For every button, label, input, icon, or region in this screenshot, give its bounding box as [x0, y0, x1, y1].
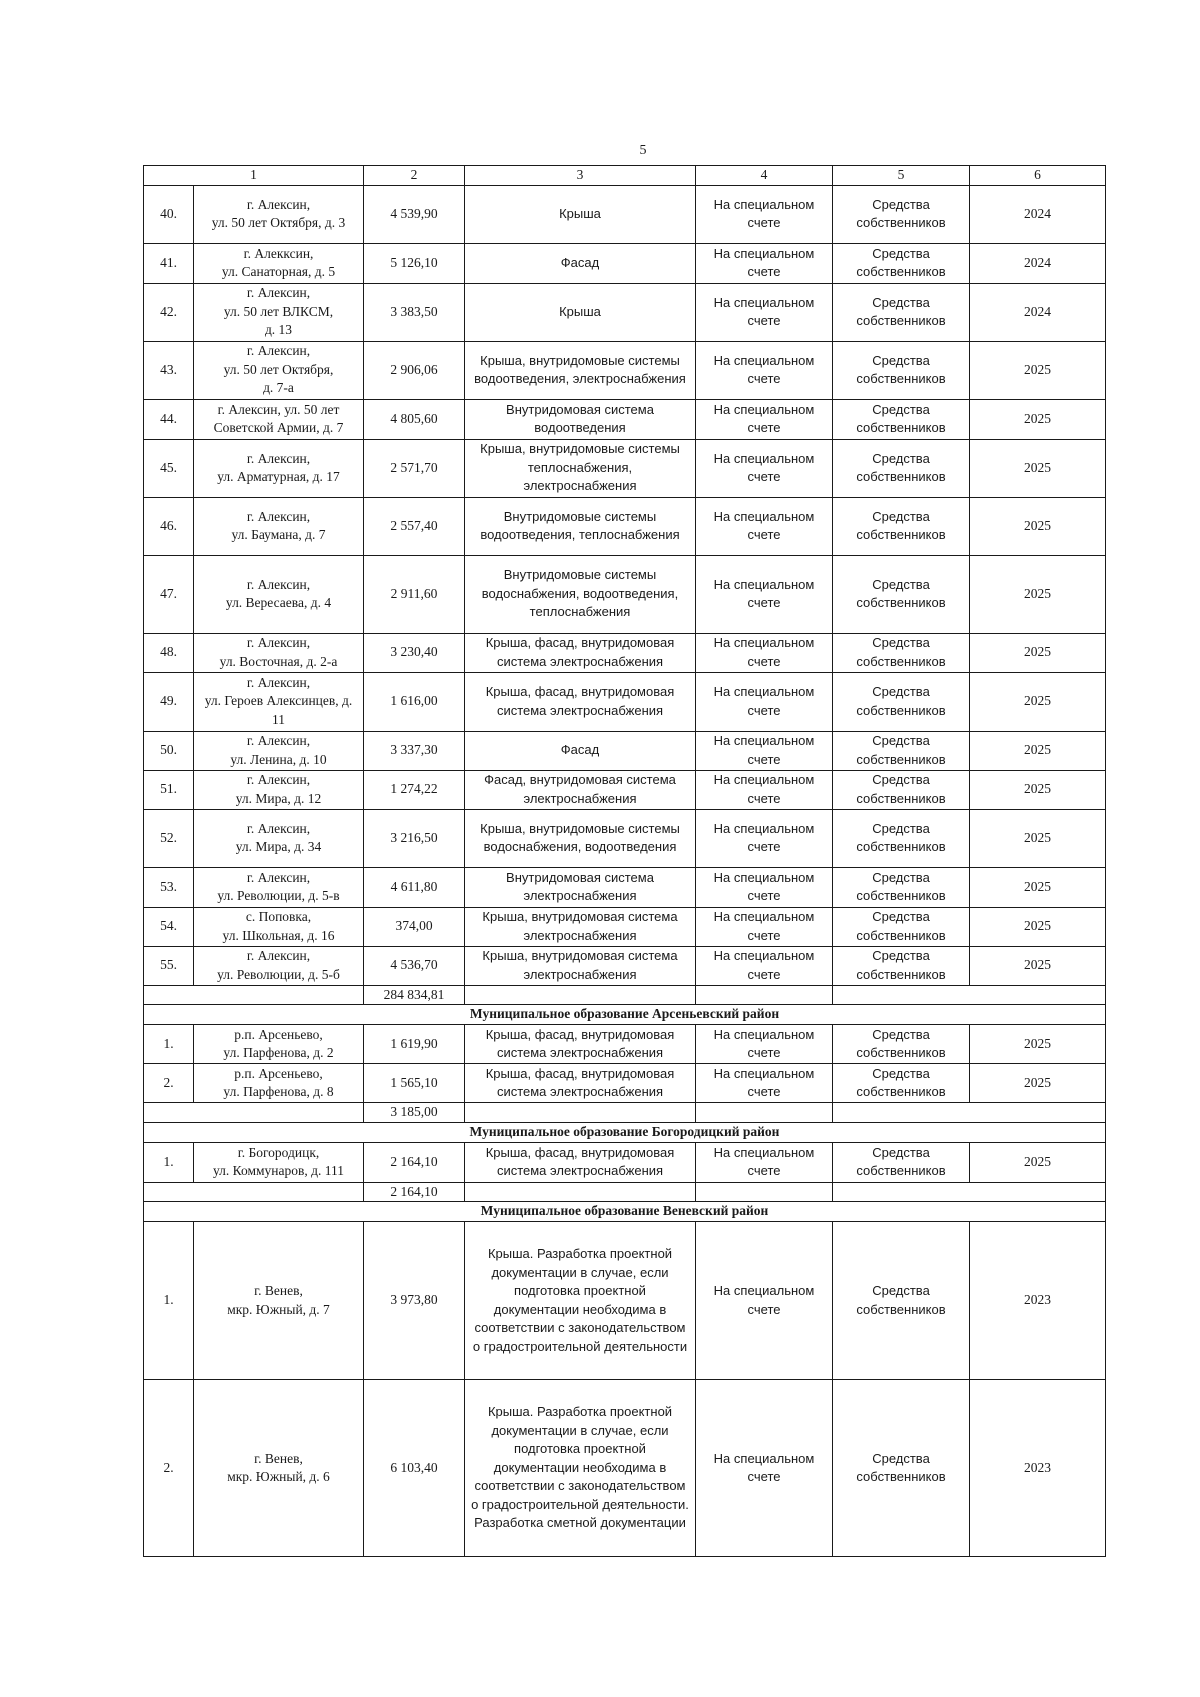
row-year: 2025: [970, 555, 1106, 633]
header-col-3: 3: [465, 166, 696, 186]
row-number: 2.: [144, 1380, 194, 1557]
row-area: 1 274,22: [364, 770, 465, 809]
row-account: На специальном счете: [696, 946, 833, 985]
row-funding: Средства собственников: [833, 672, 970, 731]
subtotal-spacer: [144, 985, 364, 1005]
row-year: 2025: [970, 867, 1106, 907]
row-funding: Средства собственников: [833, 770, 970, 809]
row-area: 1 565,10: [364, 1064, 465, 1103]
table-row: [144, 1025, 1106, 1064]
row-area: 4 805,60: [364, 399, 465, 439]
row-funding: Средства собственников: [833, 1064, 970, 1103]
row-area: 2 906,06: [364, 341, 465, 399]
subtotal-area: 284 834,81: [364, 985, 465, 1005]
row-address: г. Алексин, ул. Героев Алексинцев, д. 11: [194, 672, 364, 731]
row-funding: Средства собственников: [833, 497, 970, 555]
row-year: 2024: [970, 283, 1106, 341]
row-account: На специальном счете: [696, 907, 833, 946]
row-account: На специальном счете: [696, 867, 833, 907]
row-area: 3 973,80: [364, 1222, 465, 1380]
row-year: 2025: [970, 809, 1106, 867]
row-funding: Средства собственников: [833, 1380, 970, 1557]
row-work-type: Крыша, внутридомовые системы водоснабжения, водоотведения: [465, 809, 696, 867]
section-header-row: [144, 1202, 1106, 1222]
row-work-type: Фасад: [465, 731, 696, 770]
subtotal-row: [144, 985, 1106, 1005]
row-number: 44.: [144, 399, 194, 439]
row-account: На специальном счете: [696, 770, 833, 809]
row-account: На специальном счете: [696, 439, 833, 497]
row-area: 4 539,90: [364, 185, 465, 243]
table-row: [144, 1142, 1106, 1182]
section-header-row: [144, 1005, 1106, 1025]
row-number: 45.: [144, 439, 194, 497]
row-work-type: Крыша, внутридомовая система электроснабжения: [465, 946, 696, 985]
row-year: 2024: [970, 185, 1106, 243]
row-year: 2024: [970, 243, 1106, 283]
table-row: [144, 809, 1106, 867]
page-number: 5: [639, 143, 647, 158]
row-funding: Средства собственников: [833, 731, 970, 770]
row-account: На специальном счете: [696, 497, 833, 555]
row-work-type: Крыша, фасад, внутридомовая система электроснабжения: [465, 672, 696, 731]
row-work-type: Крыша, фасад, внутридомовая система электроснабжения: [465, 1142, 696, 1182]
row-address: р.п. Арсеньево, ул. Парфенова, д. 8: [194, 1064, 364, 1103]
row-number: 52.: [144, 809, 194, 867]
row-funding: Средства собственников: [833, 555, 970, 633]
row-number: 43.: [144, 341, 194, 399]
table-row: [144, 497, 1106, 555]
row-number: 49.: [144, 672, 194, 731]
row-account: На специальном счете: [696, 283, 833, 341]
subtotal-row: [144, 1103, 1106, 1123]
row-number: 50.: [144, 731, 194, 770]
row-funding: Средства собственников: [833, 1025, 970, 1064]
row-funding: Средства собственников: [833, 399, 970, 439]
row-work-type: Крыша, внутридомовые системы водоотведения, электроснабжения: [465, 341, 696, 399]
row-number: 1.: [144, 1142, 194, 1182]
row-work-type: Фасад, внутридомовая система электроснабжения: [465, 770, 696, 809]
row-address: г. Алексин, ул. Мира, д. 12: [194, 770, 364, 809]
row-address: г. Алекксин, ул. Санаторная, д. 5: [194, 243, 364, 283]
section-title: Муниципальное образование Арсеньевский район: [144, 1005, 1106, 1025]
subtotal-empty-rest: [833, 1103, 1106, 1123]
row-number: 48.: [144, 633, 194, 672]
row-area: 3 230,40: [364, 633, 465, 672]
row-year: 2025: [970, 1064, 1106, 1103]
table-row: [144, 555, 1106, 633]
row-year: 2025: [970, 946, 1106, 985]
row-number: 47.: [144, 555, 194, 633]
row-number: 54.: [144, 907, 194, 946]
repair-schedule-table: [143, 165, 1106, 1557]
row-work-type: Крыша, внутридомовая система электроснабжения: [465, 907, 696, 946]
row-number: 42.: [144, 283, 194, 341]
row-address: г. Алексин, ул. 50 лет ВЛКСМ, д. 13: [194, 283, 364, 341]
row-funding: Средства собственников: [833, 946, 970, 985]
row-address: р.п. Арсеньево, ул. Парфенова, д. 2: [194, 1025, 364, 1064]
subtotal-spacer: [144, 1103, 364, 1123]
row-address: г. Алексин, ул. Вересаева, д. 4: [194, 555, 364, 633]
section-title: Муниципальное образование Веневский район: [144, 1202, 1106, 1222]
header-col-2: 2: [364, 166, 465, 186]
header-col-1: 1: [144, 166, 364, 186]
subtotal-empty-account: [696, 985, 833, 1005]
row-work-type: Крыша: [465, 185, 696, 243]
row-account: На специальном счете: [696, 399, 833, 439]
row-address: г. Алексин, ул. 50 лет Октября, д. 3: [194, 185, 364, 243]
row-work-type: Крыша, внутридомовые системы теплоснабжения, электроснабжения: [465, 439, 696, 497]
row-area: 3 337,30: [364, 731, 465, 770]
row-account: На специальном счете: [696, 1222, 833, 1380]
row-area: 1 619,90: [364, 1025, 465, 1064]
row-account: На специальном счете: [696, 1064, 833, 1103]
row-account: На специальном счете: [696, 809, 833, 867]
row-address: г. Алексин, ул. 50 лет Октября, д. 7-а: [194, 341, 364, 399]
table-row: [144, 1222, 1106, 1380]
row-area: 374,00: [364, 907, 465, 946]
table-row: [144, 341, 1106, 399]
row-area: 2 911,60: [364, 555, 465, 633]
row-number: 55.: [144, 946, 194, 985]
row-account: На специальном счете: [696, 1142, 833, 1182]
row-account: На специальном счете: [696, 1025, 833, 1064]
row-work-type: Внутридомовая система электроснабжения: [465, 867, 696, 907]
subtotal-row: [144, 1182, 1106, 1202]
row-year: 2025: [970, 399, 1106, 439]
row-year: 2025: [970, 341, 1106, 399]
table-row: [144, 243, 1106, 283]
row-year: 2023: [970, 1380, 1106, 1557]
row-address: г. Алексин, ул. Баумана, д. 7: [194, 497, 364, 555]
header-col-5: 5: [833, 166, 970, 186]
row-year: 2025: [970, 633, 1106, 672]
row-funding: Средства собственников: [833, 341, 970, 399]
row-account: На специальном счете: [696, 185, 833, 243]
row-area: 2 557,40: [364, 497, 465, 555]
row-funding: Средства собственников: [833, 185, 970, 243]
row-number: 51.: [144, 770, 194, 809]
subtotal-empty-account: [696, 1182, 833, 1202]
row-year: 2025: [970, 1025, 1106, 1064]
row-account: На специальном счете: [696, 1380, 833, 1557]
row-year: 2025: [970, 770, 1106, 809]
row-area: 5 126,10: [364, 243, 465, 283]
row-account: На специальном счете: [696, 341, 833, 399]
row-address: г. Алексин, ул. 50 лет Советской Армии, д. 7: [194, 399, 364, 439]
row-year: 2023: [970, 1222, 1106, 1380]
row-funding: Средства собственников: [833, 809, 970, 867]
row-area: 2 164,10: [364, 1142, 465, 1182]
row-work-type: Крыша. Разработка проектной документации в случае, если подготовка проектной документации необходима в соответствии с законодательством о градостроительной деятельности: [465, 1222, 696, 1380]
table-row: [144, 946, 1106, 985]
row-address: г. Алексин, ул. Восточная, д. 2-а: [194, 633, 364, 672]
row-year: 2025: [970, 1142, 1106, 1182]
row-work-type: Крыша. Разработка проектной документации в случае, если подготовка проектной документации необходима в соответствии с законодательством о градостроительной деятельности. Разработка сметной документации: [465, 1380, 696, 1557]
table-row: [144, 1380, 1106, 1557]
row-area: 4 611,80: [364, 867, 465, 907]
row-address: с. Поповка, ул. Школьная, д. 16: [194, 907, 364, 946]
row-year: 2025: [970, 672, 1106, 731]
row-number: 41.: [144, 243, 194, 283]
row-area: 6 103,40: [364, 1380, 465, 1557]
table-row: [144, 185, 1106, 243]
row-funding: Средства собственников: [833, 867, 970, 907]
row-account: На специальном счете: [696, 633, 833, 672]
table-row: [144, 633, 1106, 672]
subtotal-empty-work: [465, 985, 696, 1005]
section-header-row: [144, 1122, 1106, 1142]
row-work-type: Внутридомовые системы водоотведения, теплоснабжения: [465, 497, 696, 555]
table-row: [144, 672, 1106, 731]
header-col-4: 4: [696, 166, 833, 186]
table-row: [144, 867, 1106, 907]
row-number: 2.: [144, 1064, 194, 1103]
row-work-type: Внутридомовые системы водоснабжения, водоотведения, теплоснабжения: [465, 555, 696, 633]
table-row: [144, 907, 1106, 946]
row-number: 1.: [144, 1222, 194, 1380]
row-number: 46.: [144, 497, 194, 555]
row-address: г. Венев, мкр. Южный, д. 6: [194, 1380, 364, 1557]
row-funding: Средства собственников: [833, 439, 970, 497]
row-address: г. Алексин, ул. Революции, д. 5-в: [194, 867, 364, 907]
row-number: 1.: [144, 1025, 194, 1064]
row-work-type: Фасад: [465, 243, 696, 283]
row-address: г. Алексин, ул. Арматурная, д. 17: [194, 439, 364, 497]
row-area: 3 383,50: [364, 283, 465, 341]
row-work-type: Крыша: [465, 283, 696, 341]
table-row: [144, 731, 1106, 770]
subtotal-empty-account: [696, 1103, 833, 1123]
row-work-type: Крыша, фасад, внутридомовая система электроснабжения: [465, 1025, 696, 1064]
subtotal-area: 3 185,00: [364, 1103, 465, 1123]
subtotal-area: 2 164,10: [364, 1182, 465, 1202]
row-funding: Средства собственников: [833, 907, 970, 946]
row-area: 2 571,70: [364, 439, 465, 497]
row-work-type: Крыша, фасад, внутридомовая система электроснабжения: [465, 633, 696, 672]
row-number: 40.: [144, 185, 194, 243]
column-number-header: [144, 166, 1106, 186]
row-address: г. Алексин, ул. Ленина, д. 10: [194, 731, 364, 770]
subtotal-empty-work: [465, 1103, 696, 1123]
row-account: На специальном счете: [696, 731, 833, 770]
subtotal-spacer: [144, 1182, 364, 1202]
subtotal-empty-work: [465, 1182, 696, 1202]
row-year: 2025: [970, 439, 1106, 497]
subtotal-empty-rest: [833, 1182, 1106, 1202]
row-account: На специальном счете: [696, 555, 833, 633]
row-address: г. Алексин, ул. Мира, д. 34: [194, 809, 364, 867]
row-work-type: Внутридомовая система водоотведения: [465, 399, 696, 439]
header-col-6: 6: [970, 166, 1106, 186]
row-year: 2025: [970, 907, 1106, 946]
row-funding: Средства собственников: [833, 243, 970, 283]
row-work-type: Крыша, фасад, внутридомовая система электроснабжения: [465, 1064, 696, 1103]
row-address: г. Венев, мкр. Южный, д. 7: [194, 1222, 364, 1380]
row-address: г. Алексин, ул. Революции, д. 5-б: [194, 946, 364, 985]
row-funding: Средства собственников: [833, 1142, 970, 1182]
table-row: [144, 1064, 1106, 1103]
row-year: 2025: [970, 497, 1106, 555]
table-row: [144, 399, 1106, 439]
table-row: [144, 283, 1106, 341]
subtotal-empty-rest: [833, 985, 1106, 1005]
row-area: 1 616,00: [364, 672, 465, 731]
section-title: Муниципальное образование Богородицкий район: [144, 1122, 1106, 1142]
row-account: На специальном счете: [696, 243, 833, 283]
row-funding: Средства собственников: [833, 283, 970, 341]
table-row: [144, 439, 1106, 497]
row-funding: Средства собственников: [833, 1222, 970, 1380]
row-funding: Средства собственников: [833, 633, 970, 672]
row-area: 3 216,50: [364, 809, 465, 867]
row-account: На специальном счете: [696, 672, 833, 731]
table-row: [144, 770, 1106, 809]
row-number: 53.: [144, 867, 194, 907]
row-year: 2025: [970, 731, 1106, 770]
row-address: г. Богородицк, ул. Коммунаров, д. 111: [194, 1142, 364, 1182]
row-area: 4 536,70: [364, 946, 465, 985]
